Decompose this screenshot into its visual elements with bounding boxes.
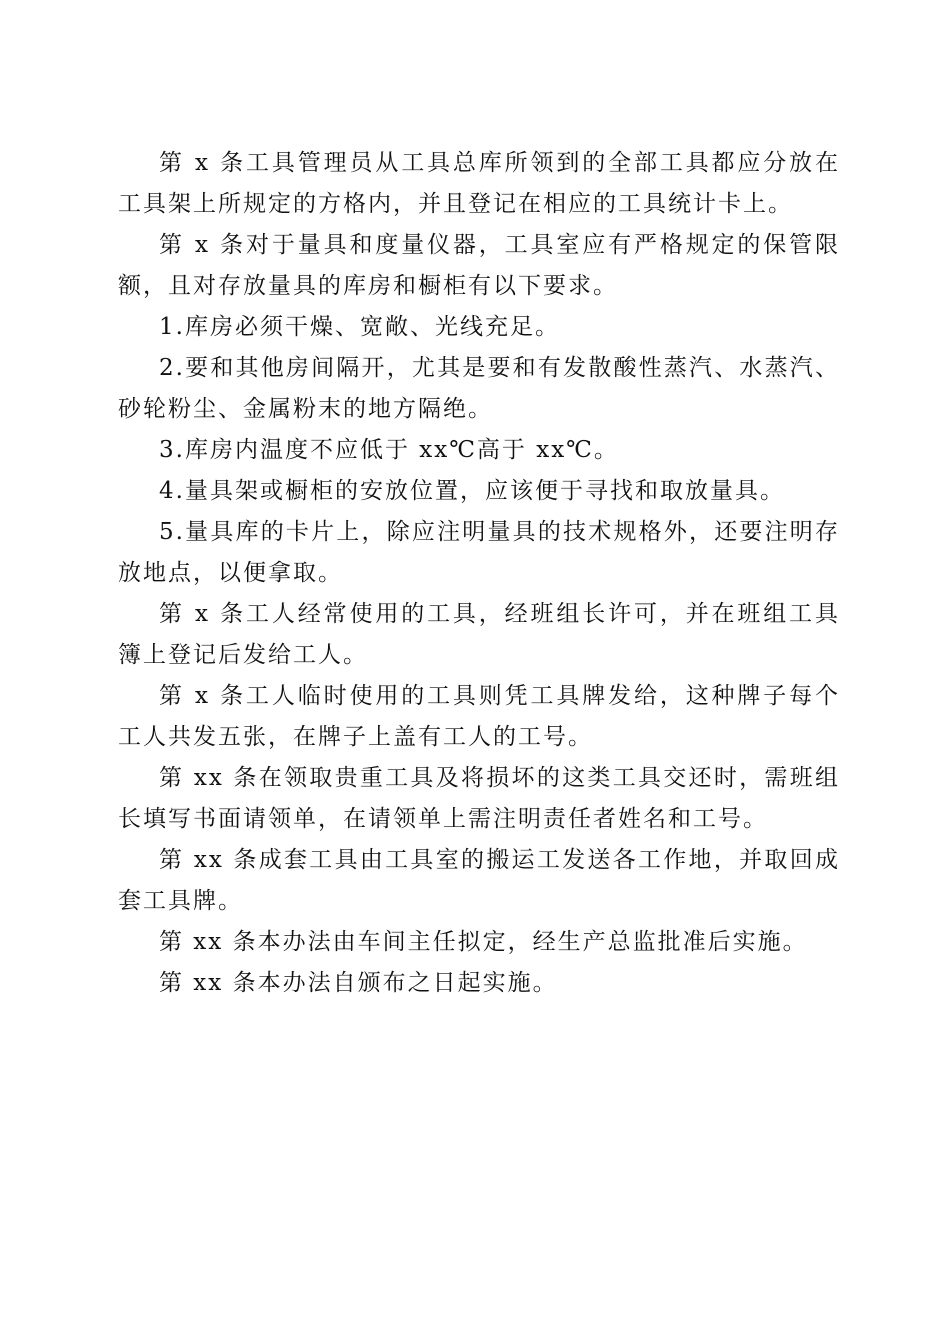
paragraph: 第 x 条工人经常使用的工具，经班组长许可，并在班组工具簿上登记后发给工人。 [118, 601, 840, 668]
paragraph: 第 xx 条本办法由车间主任拟定，经生产总监批准后实施。 [159, 929, 808, 955]
list-item: 5.量具库的卡片上，除应注明量具的技术规格外，还要注明存放地点，以便拿取。 [118, 519, 840, 586]
document-body [118, 143, 840, 1004]
list-item: 3.库房内温度不应低于 xx℃高于 xx℃。 [159, 437, 619, 463]
paragraph: 第 x 条工具管理员从工具总库所领到的全部工具都应分放在工具架上所规定的方格内，并且登记在相应的工具统计卡上。 [118, 150, 840, 217]
paragraph: 第 x 条工人临时使用的工具则凭工具牌发给，这种牌子每个工人共发五张，在牌子上盖有工人的工号。 [118, 683, 840, 750]
paragraph: 第 xx 条本办法自颁布之日起实施。 [159, 970, 558, 996]
list-item: 2.要和其他房间隔开，尤其是要和有发散酸性蒸汽、水蒸汽、砂轮粉尘、金属粉末的地方隔绝。 [118, 355, 840, 422]
paragraph: 第 x 条对于量具和度量仪器，工具室应有严格规定的保管限额，且对存放量具的库房和橱柜有以下要求。 [118, 232, 840, 299]
paragraph: 第 xx 条在领取贵重工具及将损坏的这类工具交还时，需班组长填写书面请领单，在请领单上需注明责任者姓名和工号。 [118, 765, 840, 832]
paragraph: 第 xx 条成套工具由工具室的搬运工发送各工作地，并取回成套工具牌。 [118, 847, 840, 914]
list-item: 1.库房必须干燥、宽敞、光线充足。 [159, 314, 560, 340]
list-item: 4.量具架或橱柜的安放位置，应该便于寻找和取放量具。 [159, 478, 785, 504]
